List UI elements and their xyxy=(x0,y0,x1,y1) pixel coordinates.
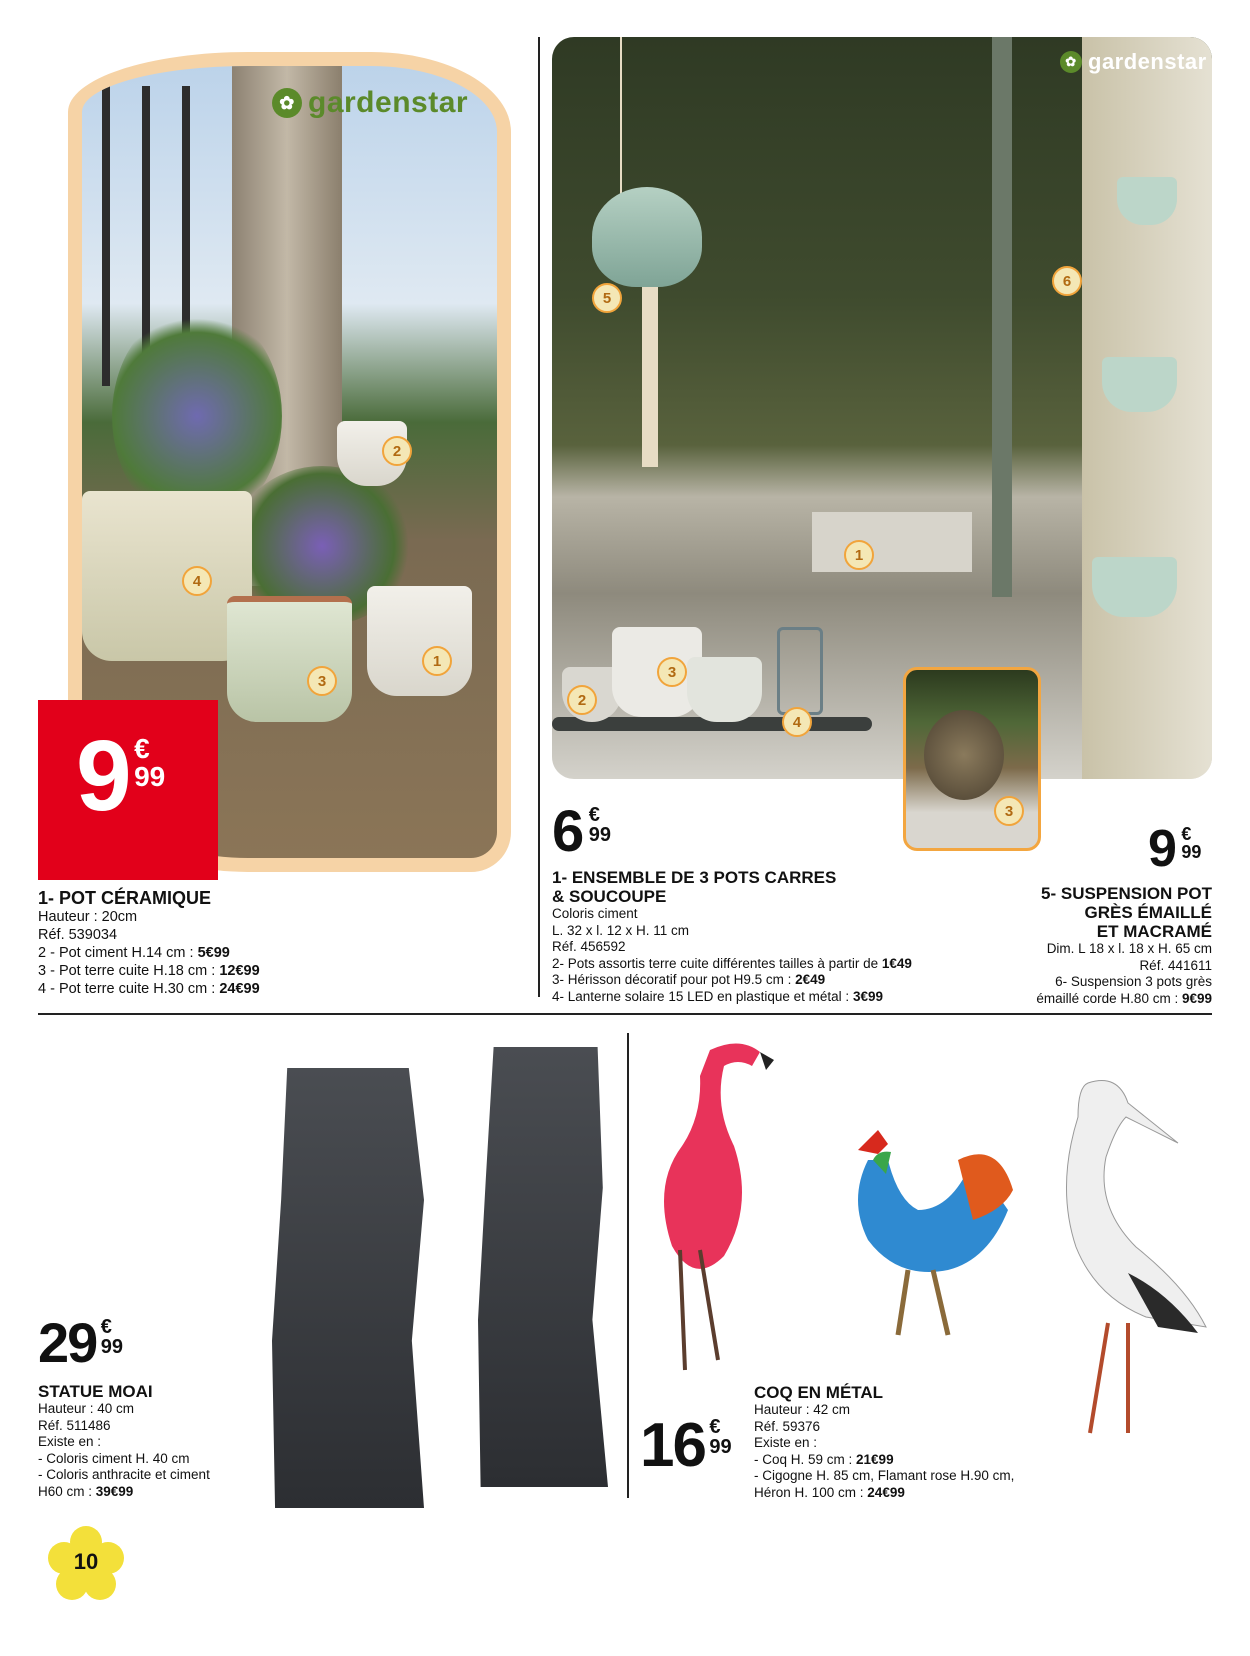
product-title: STATUE MOAI xyxy=(38,1382,153,1401)
marker-badge: 2 xyxy=(382,436,412,466)
pot-patterned xyxy=(687,657,762,722)
flamingo-statue xyxy=(640,1030,780,1390)
price-product3: 9 € 99 xyxy=(1148,820,1202,878)
marker-badge: 4 xyxy=(182,566,212,596)
marker-badge: 2 xyxy=(567,685,597,715)
product-title: 1- ENSEMBLE DE 3 POTS CARRES xyxy=(552,868,837,887)
suspension-pot xyxy=(1092,557,1177,617)
suspension-pot xyxy=(1102,357,1177,412)
price-product5: 16 € 99 xyxy=(640,1411,732,1480)
gardenstar-logo: ✿ gardenstar xyxy=(272,86,468,120)
gardenstar-logo: ✿ gardenstar xyxy=(1060,49,1207,75)
product3-description: 5- SUSPENSION POT GRÈS ÉMAILLÉ ET MACRAMÉ Dim. L 18 x l. 18 x H. 65 cm Réf. 441611 6- Suspension 3 pots grès émaillé corde H.80 cm : 9€99 xyxy=(960,884,1212,1007)
marker-badge: 1 xyxy=(844,540,874,570)
patio-plants-photo xyxy=(552,37,1212,779)
solar-lantern xyxy=(777,627,823,715)
divider xyxy=(38,1013,1212,1015)
rooster-statue xyxy=(828,1120,1018,1350)
product-title: COQ EN MÉTAL xyxy=(754,1383,884,1402)
divider xyxy=(627,1033,629,1498)
pot-terracotta-rim xyxy=(227,596,352,722)
macrame-tassel xyxy=(642,287,658,467)
pot-white xyxy=(367,586,472,696)
marker-badge: 3 xyxy=(657,657,687,687)
hedgehog xyxy=(924,710,1004,800)
macrame-rope xyxy=(620,37,622,197)
marker-badge: 3 xyxy=(994,796,1024,826)
marker-badge: 3 xyxy=(307,666,337,696)
price-product2: 6 € 99 xyxy=(552,799,611,864)
divider xyxy=(538,37,540,997)
product-title: 5- SUSPENSION POT xyxy=(1041,884,1212,903)
price-product4: 29 € 99 xyxy=(38,1311,123,1374)
moai-statue xyxy=(478,1047,608,1487)
hanging-pot xyxy=(592,187,702,287)
suspension-pot xyxy=(1117,177,1177,225)
marker-badge: 5 xyxy=(592,283,622,313)
marker-badge: 4 xyxy=(782,707,812,737)
product5-description: COQ EN MÉTAL Hauteur : 42 cm Réf. 59376 Existe en : - Coq H. 59 cm : 21€99 - Cigogne H. 85 cm, Flamant rose H.90 cm, Héron H. 100 cm : 24€99 xyxy=(754,1383,1154,1501)
product1-description: 1- POT CÉRAMIQUE Hauteur : 20cm Réf. 539034 2 - Pot ciment H.14 cm : 5€99 3 - Pot terre cuite H.18 cm : 12€99 4 - Pot terre cuite H.30 cm : 24€99 xyxy=(38,889,438,998)
leaf-icon: ✿ xyxy=(1060,51,1082,73)
marker-badge: 6 xyxy=(1052,266,1082,296)
product-title: 1- POT CÉRAMIQUE xyxy=(38,888,212,908)
price-product1: 9 € 99 xyxy=(76,720,166,832)
page-number: 10 xyxy=(73,1549,99,1574)
leaf-icon: ✿ xyxy=(272,88,302,118)
product4-description: STATUE MOAI Hauteur : 40 cm Réf. 511486 Existe en : - Coloris ciment H. 40 cm - Coloris anthracite et ciment H60 cm : 39€99 xyxy=(38,1382,298,1500)
product2-description: 1- ENSEMBLE DE 3 POTS CARRES & SOUCOUPE Coloris ciment L. 32 x l. 12 x H. 11 cm Réf. 456592 2- Pots assortis terre cuite différentes tailles à partir de 1€49 3- Hérisson décoratif pour pot H9.5 cm : 2€49 4- Lanterne solaire 15 LED en plastique et métal : 3€99 xyxy=(552,868,972,1005)
marker-badge: 1 xyxy=(422,646,452,676)
square-pots xyxy=(812,512,972,572)
price-tag-red xyxy=(38,700,218,880)
hedgehog-inset-photo xyxy=(903,667,1041,851)
railing-bar xyxy=(102,86,110,386)
window-frame xyxy=(992,37,1012,597)
